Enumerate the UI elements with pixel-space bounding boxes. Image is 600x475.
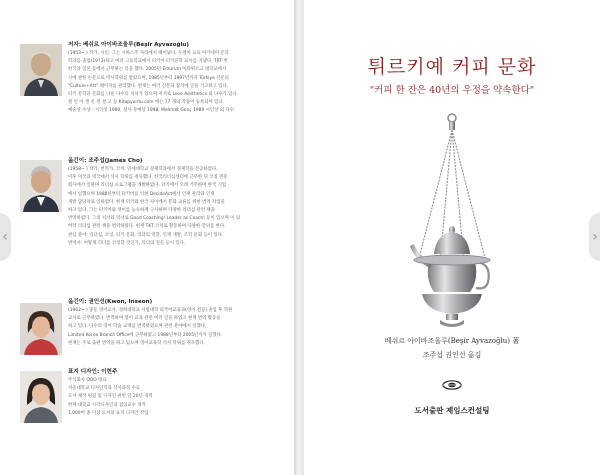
bio-line: (1962~ ) 중등 영어교사, 경희대학교 사범대학 외국어교육과(영어 전공) 졸업 후 학원 bbox=[68, 308, 233, 313]
bio-line: 회사에서 일하며 리더십 프로그램을 개발하였다. 터키에서 오래 거주하며 한국 기업 bbox=[68, 183, 227, 189]
translator-cho-photo bbox=[20, 160, 62, 212]
book-subtitle: "커피 한 잔은 40년의 우정을 약속한다" bbox=[369, 85, 535, 96]
bio-line: 현재는 주로 출판 번역을 하고 있으며 영어교육학 석사 학위를 취득했다. bbox=[68, 340, 205, 346]
author-name-line: 저자: 베쉬르 아이바조울루(Beşir Ayvazoğlu) bbox=[68, 42, 189, 48]
bio-line: 터키 문학과 문화를 다룬 다수의 저서가 있으며 저서로 Love Aesthetics 외 다수가 있다. bbox=[68, 92, 239, 98]
bio-line: 도서 제작 편집 및 디자인 관련 일 20년 경력 bbox=[68, 394, 153, 400]
author-credit: 베쉬르 아이바조울루(Beşir Ayvazoğlu) 著 bbox=[384, 337, 520, 345]
bio-line: 학과를 졸업(1973)하고 여러 고등학교에서 터키어·터키문학 교사를 지냈다. TRT 천 bbox=[68, 59, 228, 65]
author-role-label: 저자 bbox=[68, 42, 79, 48]
bio-line: 시에 관한 논문으로 박사학위를 받았으며, 1985년부터 1997년까지 Türkiye 신문의 bbox=[68, 75, 229, 81]
translator-kwon-role-label: 옮긴이 bbox=[68, 299, 85, 305]
bio-line: 한국과 일본 등에서 근무하는 일을 했다. 2005년 Erzurum 아타튀르크 대학교에서 bbox=[68, 67, 227, 73]
bio-line: 현재 대학교 시각디자인과 겸임교수 재직 bbox=[68, 402, 146, 408]
translator-cho-name-line: 옮긴이: 조주섭(James Cho) bbox=[68, 158, 143, 164]
bio-line: 원 인 이 생 신 정 설 고 등 Kitapyurdu.com 에는 77 개의 작품이 등록되어 있다. bbox=[68, 100, 224, 106]
bio-line: 서울대학교 디자인학과 석사과정 수료 bbox=[68, 386, 141, 392]
publisher-logo bbox=[442, 380, 462, 390]
author-photo bbox=[20, 44, 62, 96]
designer-name: 이현주 bbox=[101, 369, 118, 375]
translator-bio-kwon bbox=[20, 297, 282, 359]
bio-line: 하고 있다. 그는 터키어와 영어를 능숙하게 구사하며 다양한 리더십 관련 책을 bbox=[68, 208, 215, 214]
translator-kwon-bio-text bbox=[68, 307, 286, 348]
designer-photo bbox=[20, 371, 62, 423]
translator-cho-role-label: 옮긴이 bbox=[68, 158, 85, 164]
designer-name-line: 표지 디자인: 이현주 bbox=[68, 369, 118, 375]
next-page-button[interactable] bbox=[589, 213, 600, 261]
hanging-coffee-pot-illustration bbox=[404, 112, 500, 330]
bio-line: 번역서: 어떻게 리더를 코칭할 것인가, 리더의 질문 등이 있다. bbox=[68, 240, 186, 246]
bio-line: 번역하였다. 그의 저서와 역서로 Good Coaching! Leader as Coach! 등이 있으며 이 외 bbox=[68, 216, 241, 222]
designer-role-label: 표지 디자인 bbox=[68, 369, 97, 375]
book-title: 튀르키예 커피 문화 bbox=[367, 56, 537, 78]
bio-line: 1,000여 종 이상 도서의 표지 디자인 작업 bbox=[68, 410, 149, 416]
bio-line: Limited Korea Branch Office에 근무하였고 1988년부터 2005년까지 일했다. bbox=[68, 332, 223, 338]
designer-bio bbox=[20, 367, 282, 427]
bio-line: 관심 분야: 리더십, 코칭, 터키 문화, 리더의 역할, 인재 개발, 조직 문화 등이 있다. bbox=[68, 232, 224, 238]
bio-line: 이후 미국과 영국에서 석사 학위를 취득했다. 한국리더십센터에 근무한 뒤 코칭 전문 bbox=[68, 175, 228, 181]
translator-kwon-name: 권인선(Kwon, Inseon) bbox=[88, 299, 153, 305]
bio-line: 개발 담당자로 일하였다. 현재 터키와 한국 사이에서 문화 교류를 위한 번역 작업을 bbox=[68, 199, 225, 205]
bio-line: (1953~ ) 작가, 시인. 그는 시바스주 자라에서 태어났다. 우첼차 교육 아카데미 문학 bbox=[68, 51, 229, 56]
bio-line: "Culture+Art" 페이지를 관리했다. 현재는 여러 신문과 잡지에 글을 기고하고 있다. bbox=[68, 83, 229, 89]
chevron-left-icon: ‹ bbox=[2, 229, 8, 245]
bio-line: 하고 있다. 다수의 영어 학습 교재를 번역하였으며 관련 분야에서 일했다. bbox=[68, 324, 207, 330]
publisher-name: 도서출판 제임스컨설팅 bbox=[414, 406, 490, 415]
chevron-right-icon: › bbox=[592, 229, 598, 245]
translator-credit: 조주섭 권인선 옮김 bbox=[422, 351, 482, 359]
translator-cho-name: 조주섭(James Cho) bbox=[88, 158, 143, 164]
bio-line: 에서 일했으며 1988년부터 터키어를 익혀 DecideAct에서 인재 관리와 인재 bbox=[68, 191, 215, 197]
bio-line: 교사로 근무하였다. 번역하며 영어 교육 관련 여러 일을 하였고 현재 번역 활동을 bbox=[68, 316, 221, 322]
author-name: 베쉬르 아이바조울루(Beşir Ayvazoğlu) bbox=[83, 42, 189, 48]
left-page bbox=[0, 0, 294, 475]
bio-line: 여러 리더십 관련 책을 번역하였다. 현재 TKT 코치로 활동하며 다양한 강의를 한다. bbox=[68, 224, 226, 230]
designer-bio-text bbox=[68, 377, 286, 418]
bio-line: 예술상 수상 - 시인상 1990, 설사 문예상 1998, Mehmet Genç 1989 시인상 외 다수. bbox=[68, 108, 236, 114]
translator-bio-cho bbox=[20, 156, 282, 276]
author-bio-text bbox=[68, 50, 286, 116]
translator-cho-bio-text bbox=[68, 166, 286, 248]
author-bio bbox=[20, 40, 282, 145]
bio-line: 주식회사 OOO 대표 bbox=[68, 378, 107, 383]
translator-kwon-name-line: 옮긴이: 권인선(Kwon, Inseon) bbox=[68, 299, 153, 305]
bio-line: (1958~ ) 작가, 번역가, 코치. 연세대학교 경제학과에서 경제학을 전공하였다. bbox=[68, 167, 218, 172]
translator-kwon-photo bbox=[20, 303, 62, 355]
book-gutter bbox=[294, 0, 304, 475]
right-page bbox=[304, 0, 600, 475]
prev-page-button[interactable] bbox=[0, 213, 11, 261]
